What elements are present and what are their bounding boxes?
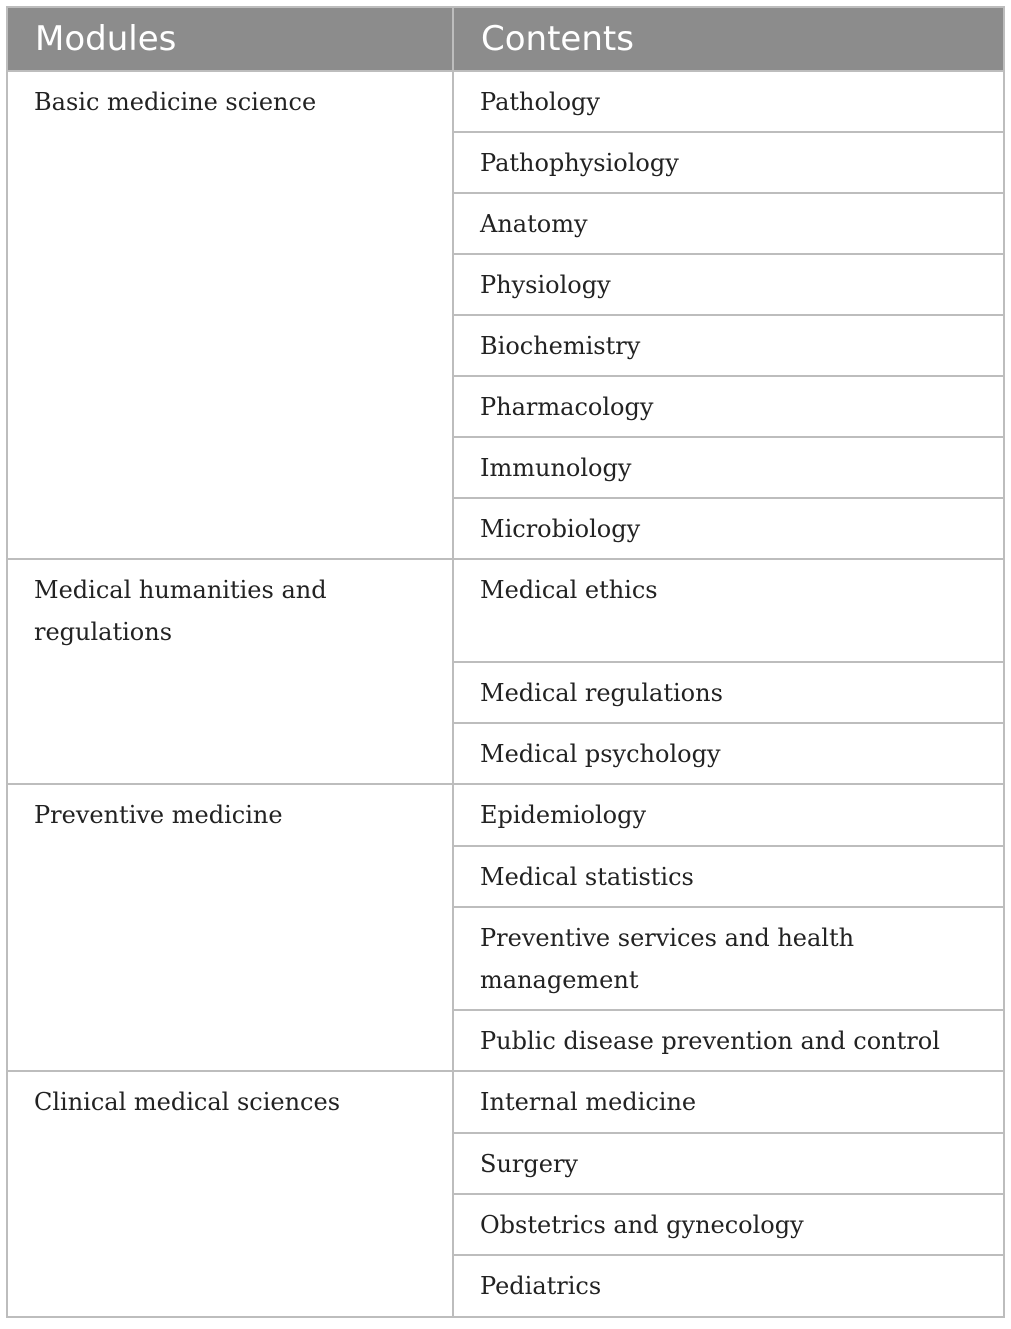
table-row <box>7 559 1004 662</box>
content-cell: Obstetrics and gynecology <box>453 1194 1004 1255</box>
content-cell: Immunology <box>453 437 1004 498</box>
content-cell: Preventive services and health management <box>453 907 1004 1010</box>
content-cell: Medical ethics <box>453 559 1004 662</box>
table-row <box>7 784 1004 846</box>
content-cell: Pathology <box>453 71 1004 132</box>
content-cell: Pathophysiology <box>453 132 1004 193</box>
modules-table <box>6 6 1005 1318</box>
content-cell: Public disease prevention and control <box>453 1010 1004 1071</box>
content-cell: Medical statistics <box>453 846 1004 907</box>
content-cell: Anatomy <box>453 193 1004 254</box>
content-cell: Biochemistry <box>453 315 1004 376</box>
header-row <box>7 7 1004 71</box>
content-cell: Physiology <box>453 254 1004 315</box>
content-cell: Surgery <box>453 1133 1004 1194</box>
table-body <box>7 71 1004 1317</box>
header-modules: Modules <box>7 7 453 71</box>
content-cell: Pediatrics <box>453 1255 1004 1317</box>
module-cell: Preventive medicine <box>7 784 453 1071</box>
content-cell: Internal medicine <box>453 1071 1004 1133</box>
module-cell: Medical humanities and regulations <box>7 559 453 784</box>
content-cell: Medical psychology <box>453 723 1004 784</box>
module-cell: Basic medicine science <box>7 71 453 559</box>
content-cell: Medical regulations <box>453 662 1004 723</box>
module-cell: Clinical medical sciences <box>7 1071 453 1317</box>
table-row <box>7 1071 1004 1133</box>
content-cell: Pharmacology <box>453 376 1004 437</box>
content-cell: Epidemiology <box>453 784 1004 846</box>
content-cell: Microbiology <box>453 498 1004 559</box>
table-row <box>7 71 1004 132</box>
header-contents: Contents <box>453 7 1004 71</box>
